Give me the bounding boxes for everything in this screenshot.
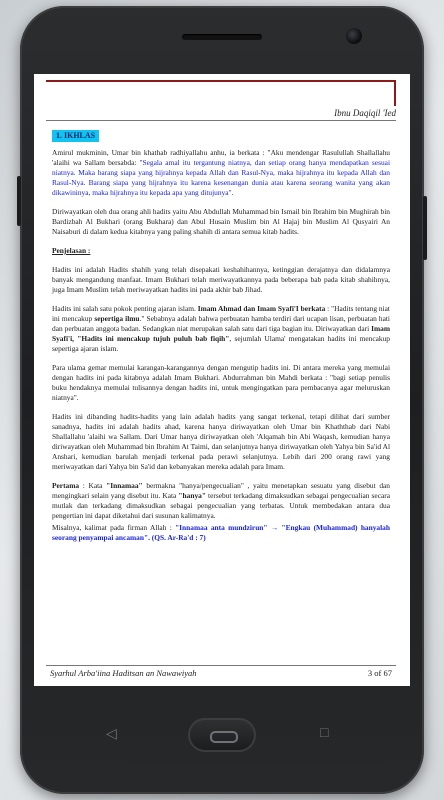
text: : "Hadits tentang niat ini mencakup (52, 304, 390, 323)
front-camera-icon (346, 28, 362, 44)
hadith-quote: "Segala amal itu tergantung niatnya, dan setiap orang hanya mendapatkan sesuai niatnya. Maka barang siapa yang hijrahnya kepada Allah dan Rasul-Nya, maka hijrahnya itu kepada Allah dan Rasul-Nya. Barang siapa yang hijrahnya itu karena kesenangan dunia atau karena seorang wanita yang akan dikawininya, maka hijrahnya itu kepada apa yang ditujunya" (52, 158, 390, 197)
bold-text: sepertiga ilmu (94, 314, 140, 323)
bold-text: Imam Syafi'i, "Hadits ini mencakup tujuh puluh bab fiqih" (52, 324, 390, 343)
home-icon (210, 731, 238, 743)
section-title: 1. IKHLAS (52, 130, 99, 142)
verse-quote: "Innamaa anta mundzirun" → "Engkau (Muhammad) hanyalah seorang penyampai ancaman". (QS. Ar-Ra'd : 7) (52, 523, 390, 542)
text: ." Sebabnya adalah bahwa perbuatan hamba terdiri dari ucapan lisan, perbuatan hati dan perbuatan anggota badan. Sedangkan niat merupakan salah satu dari tiga bagian itu. Diriwayatkan dari (52, 314, 390, 333)
document-page (46, 80, 396, 684)
bold-text: "Innamaa" (106, 481, 143, 490)
text: : Kata (79, 481, 107, 490)
text: . (231, 188, 234, 197)
recent-apps-icon[interactable]: □ (320, 726, 329, 741)
text: Amirul mukminin, Umar bin khathab radhiyallahu anhu, ia berkata : "Aku mendengar Rasulullah Shallallahu 'alaihi wa Sallam bersabda: (52, 148, 390, 167)
text: Hadits ini salah satu pokok penting ajaran islam. (52, 304, 198, 313)
bold-text: "hanya" (178, 491, 206, 500)
text: , sejumlah Ulama' mengatakan hadits ini mencakup sepertiga ajaran islam. (52, 334, 391, 353)
paragraph (52, 523, 390, 543)
paragraph (52, 481, 390, 521)
volume-key[interactable] (17, 176, 21, 226)
bold-text: Pertama (52, 481, 80, 490)
header-margin-rule (394, 80, 396, 106)
home-button[interactable] (188, 718, 256, 752)
header-rule (46, 80, 396, 82)
paragraph: Hadits ini dibanding hadits-hadits yang lain adalah hadits yang sangat terkenal, tetapi dilihat dari sumber sanadnya, hadits ini adalah hadits ahad, karena hanya diriwayatkan oleh Umar bin Khaththab dari Nabi Shallallahu 'alaihi wa Sallam. Dari Umar hanya diriwayatkan oleh 'Alqamah bin Abi Waqash, kemudian hanya diriwayatkan oleh Muhammad bin Ibrahim At Taimi, dan selanjutnya hanya diriwayatkan oleh Yahya bin Sa'id Al Anshari, kemudian barulah menjadi terkenal pada perawi selanjutnya. Lebih dari 200 orang rawi yang meriwayatkan dari Yahya bin Sa'id dan kebanyakan mereka adalah para Imam. (52, 412, 390, 471)
back-icon[interactable]: ◁ (106, 727, 117, 742)
screen (34, 74, 410, 686)
running-head: Ibnu Daqiqil 'Ied (334, 108, 396, 118)
footer-book-title: Syarhul Arba'iina Haditsan an Nawawiyah (50, 668, 197, 678)
document-body[interactable] (52, 130, 390, 552)
page-indicator: 3 of 67 (367, 668, 392, 678)
text: bermakna "hanya/pengecualian" , yaitu menetapkan sesuatu yang disebut dan mengingkari selain yang disebut itu. Kata (52, 481, 390, 500)
paragraph: Hadits ini adalah Hadits shahih yang telah disepakati keshahihannya, ketinggian derajatnya dan didalamnya banyak mengandung manfaat. Imam Bukhari telah meriwayatkannya pada beberapa bab pada kitab shahihnya, juga Imam Muslim telah meriwayatkan hadits ini pada akhir bab Jihad. (52, 265, 390, 294)
footer-divider (46, 665, 396, 666)
power-key[interactable] (423, 196, 427, 260)
header-divider (46, 120, 396, 121)
phone-frame (20, 6, 424, 794)
paragraph: Diriwayatkan oleh dua orang ahli hadits yaitu Abu Abdullah Muhammad bin Ismail bin Ibrahim bin Mughirah bin Bardizbah Al Bukhari (orang Bukhara) dan Abul Husain Muslim bin Al Hajaj bin Muslim Al Qusyairi An Naisaburi di dalam kedua kitabnya yang paling shahih di antara semua kitab hadits. (52, 207, 390, 236)
paragraph: Para ulama gemar memulai karangan-karangannya dengan mengutip hadits ini. Di antara mereka yang memulai dengan hadits ini pada kitabnya adalah Imam Bukhari. Abdurrahman bin Mahdi berkata : "bagi setiap penulis buku hendaknya memulai tulisannya dengan hadits ini, untuk mengingatkan para pembacanya agar meluruskan niatnya". (52, 363, 390, 402)
bold-text: Imam Ahmad dan Imam Syafi'I berkata (197, 304, 326, 313)
speaker-grille (182, 34, 262, 40)
paragraph (52, 148, 390, 198)
text: tersebut terkadang dimaksudkan sebagai pengecualian secara mutlak dan terkadang dimaksudkan sebagai pengecualian yang terbatas. Untuk membedakan antara dua pengertian ini dapat diketahui dari susunan kalimatnya. (52, 491, 390, 520)
paragraph (52, 304, 390, 354)
text: Misalnya, kalimat pada firman Allah : (52, 523, 176, 532)
subheading: Penjelasan : (52, 246, 91, 255)
